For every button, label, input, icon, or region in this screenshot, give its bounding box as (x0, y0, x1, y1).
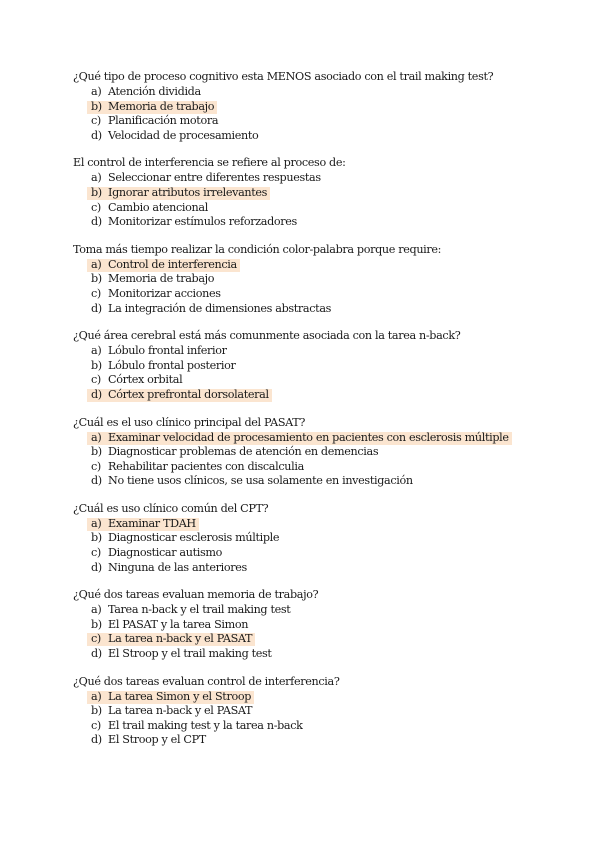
question-text: ¿Cuál es uso clínico común del CPT? (73, 501, 269, 515)
option-letter: d) (91, 128, 102, 142)
option-letter: b) (91, 445, 102, 459)
option-text: Memoria de trabajo (108, 99, 215, 113)
option-text: No tiene usos clínicos, se usa solamente en investigación (108, 474, 413, 488)
option-letter: c) (91, 114, 101, 128)
option-letter: c) (91, 632, 101, 646)
option-c (73, 546, 573, 561)
options-list (73, 344, 573, 402)
option-text: Control de interferencia (108, 257, 237, 271)
option-text: Tarea n-back y el trail making test (108, 603, 291, 617)
question-text: ¿Qué tipo de proceso cognitivo esta MENOS asociado con el trail making test? (73, 70, 494, 83)
option-letter: b) (91, 272, 102, 286)
option-a (73, 690, 573, 705)
option-text: Lóbulo frontal posterior (108, 358, 236, 372)
question-4 (73, 329, 573, 402)
option-c (73, 287, 573, 302)
option-letter: c) (91, 286, 101, 300)
option-b (73, 531, 573, 546)
option-letter: d) (91, 474, 102, 488)
option-letter: b) (91, 617, 102, 631)
option-b (73, 704, 573, 719)
option-letter: b) (91, 185, 102, 199)
question-2 (73, 156, 573, 229)
question-text: ¿Qué dos tareas evaluan control de interferencia? (73, 674, 340, 688)
option-c (73, 373, 573, 388)
option-c (73, 719, 573, 734)
option-c (73, 632, 573, 647)
option-text: Diagnosticar problemas de atención en demencias (108, 445, 379, 459)
option-text: El Stroop y el trail making test (108, 647, 272, 661)
option-text: Velocidad de procesamiento (108, 128, 259, 142)
option-text: Monitorizar acciones (108, 286, 221, 300)
option-letter: b) (91, 99, 102, 113)
option-d (73, 474, 573, 489)
option-text: Atención dividida (108, 85, 201, 98)
option-text: Examinar TDAH (108, 516, 196, 530)
option-c (73, 201, 573, 216)
option-a (73, 517, 573, 532)
option-text: La integración de dimensiones abstractas (108, 301, 332, 315)
option-letter: c) (91, 718, 101, 732)
options-list (73, 258, 573, 316)
option-letter: a) (91, 603, 102, 617)
option-letter: a) (91, 171, 102, 185)
option-text: El Stroop y el CPT (108, 733, 206, 747)
option-text: Diagnosticar autismo (108, 546, 223, 560)
option-d (73, 215, 573, 230)
question-1 (73, 70, 573, 143)
option-letter: a) (91, 344, 102, 358)
options-list (73, 171, 573, 229)
question-7 (73, 588, 573, 661)
option-a (73, 85, 573, 100)
option-text: Ninguna de las anteriores (108, 560, 247, 574)
option-letter: c) (91, 459, 101, 473)
option-letter: b) (91, 358, 102, 372)
option-text: Seleccionar entre diferentes respuestas (108, 171, 321, 185)
options-list (73, 431, 573, 489)
option-b (73, 100, 573, 115)
option-b (73, 618, 573, 633)
option-text: Examinar velocidad de procesamiento en pacientes con esclerosis múltiple (108, 430, 509, 444)
option-text: Ignorar atributos irrelevantes (108, 185, 268, 199)
option-text: Córtex orbital (108, 373, 183, 387)
option-text: El trail making test y la tarea n-back (108, 718, 303, 732)
question-3 (73, 243, 573, 316)
option-text: Planificación motora (108, 114, 219, 128)
option-text: La tarea Simon y el Stroop (108, 689, 252, 703)
option-b (73, 186, 573, 201)
option-letter: b) (91, 704, 102, 718)
options-list (73, 690, 573, 748)
option-text: La tarea n-back y el PASAT (108, 704, 253, 718)
option-b (73, 272, 573, 287)
question-text: El control de interferencia se refiere al proceso de: (73, 156, 346, 170)
option-d (73, 561, 573, 576)
document-page (73, 70, 573, 761)
options-list (73, 517, 573, 575)
question-text: ¿Qué dos tareas evaluan memoria de trabajo? (73, 588, 319, 602)
option-letter: c) (91, 200, 101, 214)
option-letter: d) (91, 647, 102, 661)
option-a (73, 171, 573, 186)
option-text: Córtex prefrontal dorsolateral (108, 387, 269, 401)
option-letter: d) (91, 560, 102, 574)
option-d (73, 129, 573, 144)
option-text: Diagnosticar esclerosis múltiple (108, 531, 280, 545)
option-text: La tarea n-back y el PASAT (108, 632, 253, 646)
options-list (73, 603, 573, 661)
option-text: Rehabilitar pacientes con discalculia (108, 459, 304, 473)
option-letter: c) (91, 373, 101, 387)
option-text: El PASAT y la tarea Simon (108, 617, 249, 631)
option-letter: a) (91, 85, 102, 98)
option-d (73, 302, 573, 317)
option-text: Cambio atencional (108, 200, 208, 214)
question-text: Toma más tiempo realizar la condición color-palabra porque require: (73, 242, 442, 256)
question-6 (73, 502, 573, 575)
option-letter: a) (91, 689, 102, 703)
option-c (73, 460, 573, 475)
option-c (73, 114, 573, 129)
option-b (73, 359, 573, 374)
option-letter: d) (91, 387, 102, 401)
option-text: Lóbulo frontal inferior (108, 344, 227, 358)
option-letter: d) (91, 733, 102, 747)
question-text: ¿Cuál es el uso clínico principal del PASAT? (73, 415, 306, 429)
option-letter: c) (91, 546, 101, 560)
option-a (73, 344, 573, 359)
option-letter: d) (91, 301, 102, 315)
option-a (73, 603, 573, 618)
option-d (73, 388, 573, 403)
question-text: ¿Qué área cerebral está más comunmente asociada con la tarea n-back? (73, 329, 461, 343)
option-text: Memoria de trabajo (108, 272, 215, 286)
option-d (73, 647, 573, 662)
option-letter: a) (91, 257, 102, 271)
option-d (73, 733, 573, 748)
options-list (73, 85, 573, 143)
option-a (73, 258, 573, 273)
question-8 (73, 675, 573, 748)
option-a (73, 431, 573, 446)
question-5 (73, 416, 573, 489)
option-b (73, 445, 573, 460)
option-letter: a) (91, 516, 102, 530)
option-text: Monitorizar estímulos reforzadores (108, 215, 297, 229)
option-letter: d) (91, 215, 102, 229)
option-letter: a) (91, 430, 102, 444)
option-letter: b) (91, 531, 102, 545)
